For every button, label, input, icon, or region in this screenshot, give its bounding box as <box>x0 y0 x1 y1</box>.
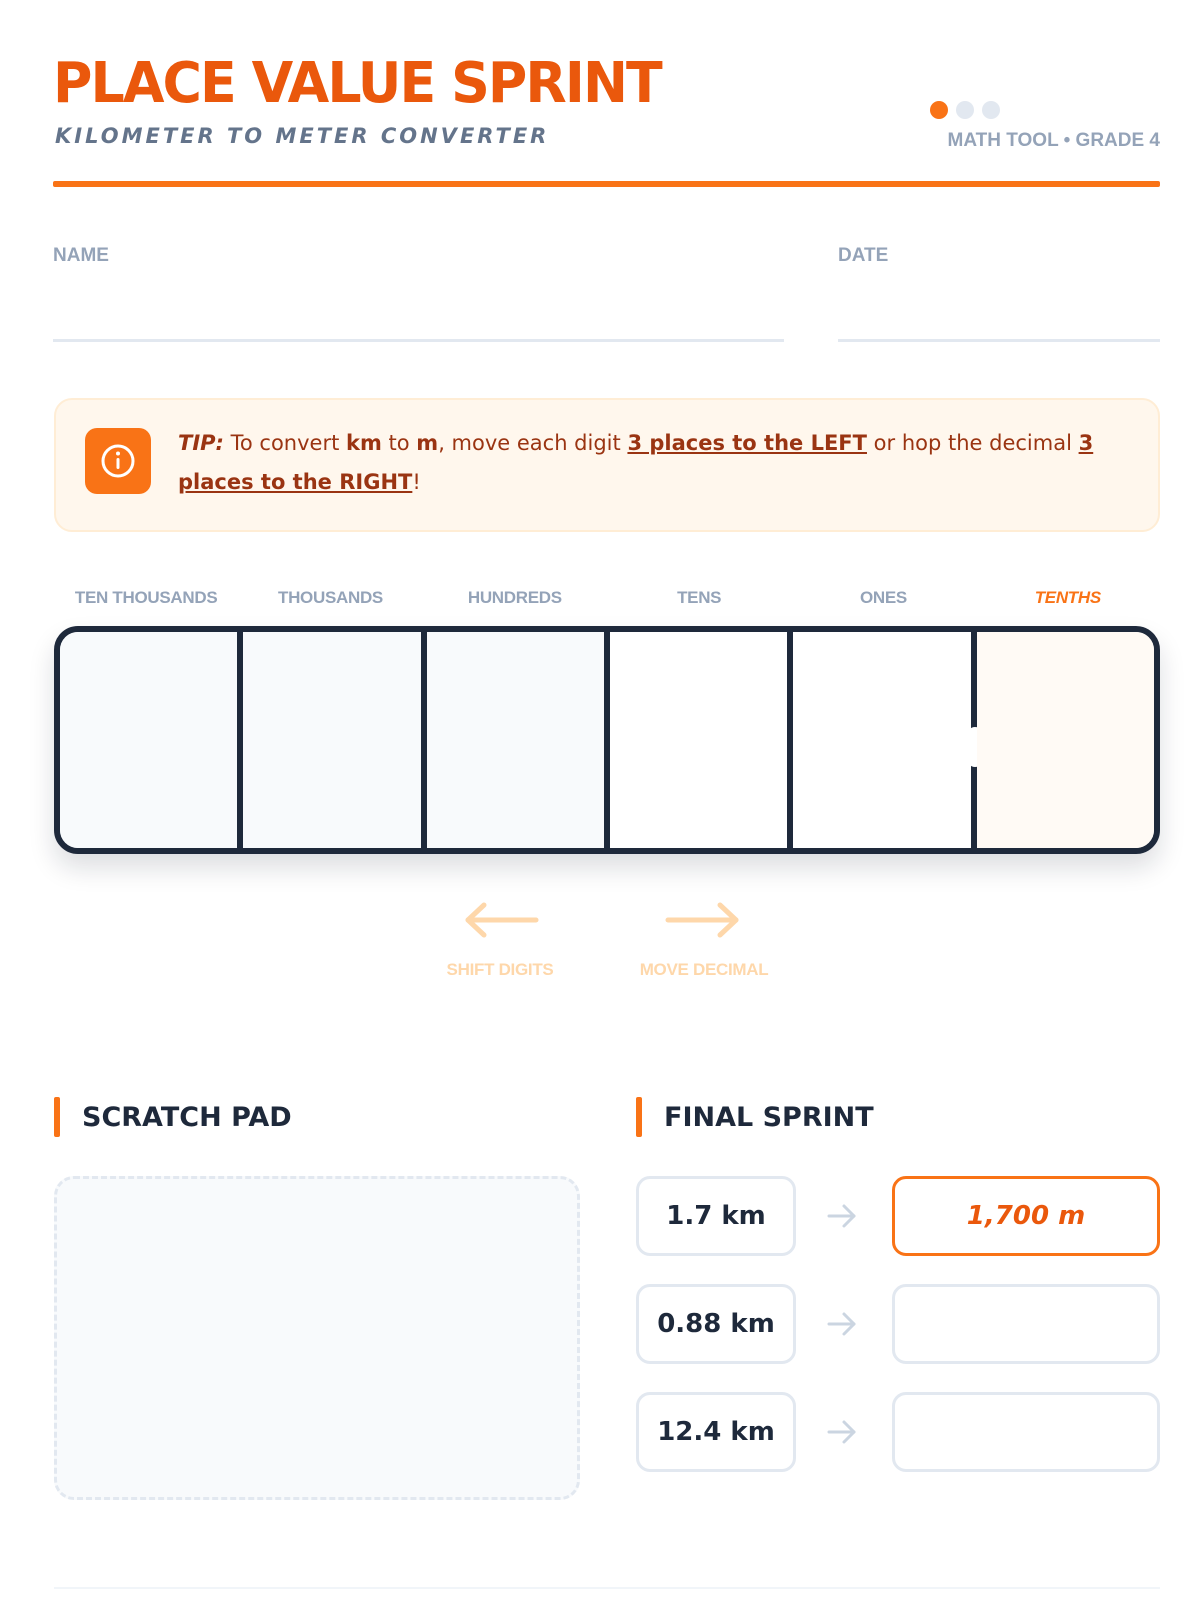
date-label: DATE <box>838 245 889 266</box>
final-sprint-heading <box>636 1097 874 1137</box>
progress-dot <box>956 101 974 119</box>
cell-tens[interactable] <box>610 632 793 848</box>
column-label-ten-thousands: TEN THOUSANDS <box>74 588 218 607</box>
km-value: 1.7 km <box>636 1176 796 1256</box>
tip-segment: , move each digit <box>438 431 628 455</box>
column-label-thousands: THOUSANDS <box>278 588 383 607</box>
tip-segment: or hop the decimal <box>866 431 1079 455</box>
info-icon <box>85 428 151 494</box>
scratch-pad-title: SCRATCH PAD <box>82 1101 292 1133</box>
name-field[interactable] <box>53 339 784 342</box>
section-accent-bar <box>54 1097 60 1137</box>
tip-segment: to <box>381 431 417 455</box>
km-value: 0.88 km <box>636 1284 796 1364</box>
name-label: NAME <box>53 245 109 266</box>
arrow-right-icon <box>664 900 744 940</box>
tip-unit-km: km <box>346 431 382 455</box>
column-label-ones: ONES <box>859 588 907 607</box>
tip-emphasis-right: 3 places to the RIGHT <box>178 431 1094 494</box>
sprint-row <box>636 1392 1160 1472</box>
move-decimal-label: MOVE DECIMAL <box>639 960 769 979</box>
date-field[interactable] <box>838 339 1160 342</box>
tip-label: TIP: <box>178 431 224 455</box>
column-label-tenths: TENTHS <box>1034 588 1101 607</box>
cell-ten-thousands[interactable] <box>60 632 243 848</box>
cell-hundreds[interactable] <box>427 632 610 848</box>
progress-dots <box>930 101 1000 119</box>
place-value-chart <box>54 626 1160 854</box>
scratch-pad-heading <box>54 1097 292 1137</box>
tip-emphasis-left: 3 places to the LEFT <box>627 431 867 455</box>
sprint-row <box>636 1284 1160 1364</box>
km-value: 12.4 km <box>636 1392 796 1472</box>
tip-callout <box>54 398 1160 532</box>
arrow-right-icon <box>826 1308 858 1340</box>
column-label-hundreds: HUNDREDS <box>467 588 562 607</box>
progress-dot <box>982 101 1000 119</box>
tip-segment: To convert <box>223 431 346 455</box>
arrow-right-icon <box>826 1200 858 1232</box>
tip-unit-m: m <box>416 431 439 455</box>
grade-meta: MATH TOOL • GRADE 4 <box>947 130 1160 151</box>
section-accent-bar <box>636 1097 642 1137</box>
header-divider <box>53 181 1160 187</box>
tip-segment: ! <box>412 470 421 494</box>
footer-divider <box>54 1587 1160 1589</box>
cell-ones[interactable] <box>793 632 976 848</box>
sprint-row <box>636 1176 1160 1256</box>
progress-dot-active <box>930 101 948 119</box>
shift-digits-label: SHIFT DIGITS <box>446 960 554 979</box>
meter-answer-field[interactable]: 1,700 m <box>892 1176 1160 1256</box>
tip-text <box>178 424 1128 502</box>
scratch-pad-area[interactable] <box>54 1176 580 1500</box>
arrow-right-icon <box>826 1416 858 1448</box>
final-sprint-title: FINAL SPRINT <box>664 1101 874 1133</box>
place-value-headers <box>54 588 1160 612</box>
cell-thousands[interactable] <box>243 632 426 848</box>
page-subtitle: KILOMETER TO METER CONVERTER <box>55 124 550 148</box>
meter-answer-field[interactable] <box>892 1284 1160 1364</box>
move-decimal-button[interactable] <box>614 900 794 980</box>
arrow-left-icon <box>460 900 540 940</box>
cell-tenths[interactable] <box>977 632 1154 848</box>
shift-digits-button[interactable] <box>410 900 590 980</box>
column-label-tens: TENS <box>677 588 722 607</box>
meter-answer-field[interactable] <box>892 1392 1160 1472</box>
page-title: PLACE VALUE SPRINT <box>53 51 661 116</box>
